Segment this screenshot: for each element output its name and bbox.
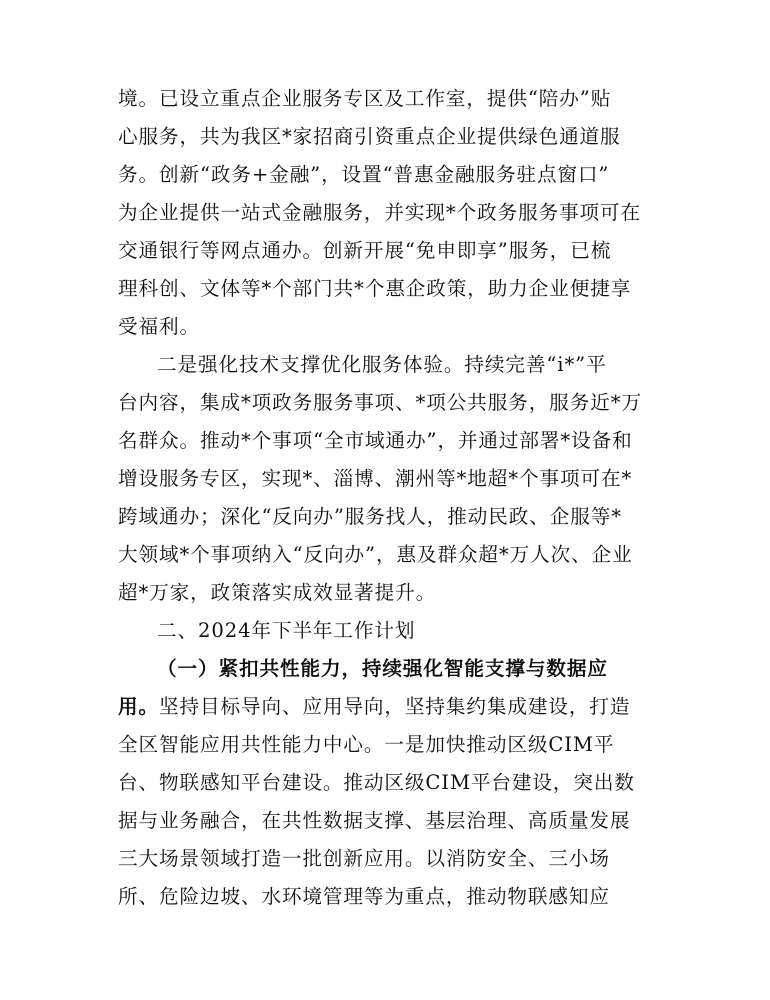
line-text: 三大场景领域打造一批创新应用。以消防安全、三小场 (118, 847, 610, 870)
paragraph-line (118, 839, 658, 879)
line-text: 大领域*个事项纳入“反向办”，惠及群众超*万人次、企业 (118, 543, 633, 566)
paragraph-line (118, 459, 658, 499)
line-text: 跨域通办；深化“反向办”服务找人，推动民政、企服等* (118, 505, 622, 528)
paragraph-line (118, 497, 658, 537)
paragraph-line (118, 307, 658, 347)
paragraph-line (118, 725, 658, 765)
paragraph-line (118, 117, 658, 157)
paragraph-line (118, 79, 658, 119)
paragraph-line (118, 231, 658, 271)
paragraph-line (118, 763, 658, 803)
line-text: 二、2024年下半年工作计划 (157, 619, 416, 642)
paragraph-line (118, 535, 658, 575)
line-text: 心服务，共为我区*家招商引资重点企业提供绿色通道服 (118, 125, 621, 148)
line-text: 交通银行等网点通办。创新开展“免申即享”服务，已梳 (118, 239, 612, 262)
paragraph-line (118, 269, 658, 309)
line-text: 为企业提供一站式金融服务，并实现*个政务服务事项可在 (118, 201, 642, 224)
line-text: 台、物联感知平台建设。推动区级CIM平台建设，突出数 (118, 771, 635, 794)
paragraph-line (118, 421, 658, 461)
line-text: 台内容，集成*项政务服务事项、*项公共服务，服务近*万 (118, 391, 642, 414)
line-text: 超*万家，政策落实成效显著提升。 (118, 581, 437, 604)
line-text: 名群众。推动*个事项“全市域通办”，并通过部署*设备和 (118, 429, 633, 452)
paragraph-line (118, 155, 658, 195)
line-text: 二是强化技术支撑优化服务体验。持续完善“i*”平 (157, 353, 607, 376)
section-heading (157, 611, 697, 651)
line-text: 增设服务专区，实现*、淄博、潮州等*地超*个事项可在* (118, 467, 633, 490)
line-text: 受福利。 (118, 315, 200, 338)
paragraph-line (118, 383, 658, 423)
line-text: 坚持目标导向、应用导向，坚持集约集成建设，打造 (159, 695, 631, 718)
line-text: 据与业务融合，在共性数据支撑、基层治理、高质量发展 (118, 809, 631, 832)
paragraph-line (118, 877, 658, 917)
bold-text: （一）紧扣共性能力，持续强化智能支撑与数据应 (157, 657, 608, 680)
subsection-heading (157, 649, 697, 689)
line-text: 务。创新“政务+金融”，设置“普惠金融服务驻点窗口” (118, 163, 610, 186)
paragraph-line (118, 801, 658, 841)
paragraph-line (118, 193, 658, 233)
bold-text: 用。 (118, 695, 159, 718)
line-text: 所、危险边坡、水环境管理等为重点，推动物联感知应 (118, 885, 610, 908)
line-text: 境。已设立重点企业服务专区及工作室，提供“陪办”贴 (118, 87, 612, 110)
line-text: 全区智能应用共性能力中心。一是加快推动区级CIM平 (118, 733, 615, 756)
paragraph-line (157, 345, 697, 385)
paragraph-line (118, 573, 658, 613)
paragraph-line (118, 687, 658, 727)
line-text: 理科创、文体等*个部门共*个惠企政策，助力企业便捷享 (118, 277, 632, 300)
